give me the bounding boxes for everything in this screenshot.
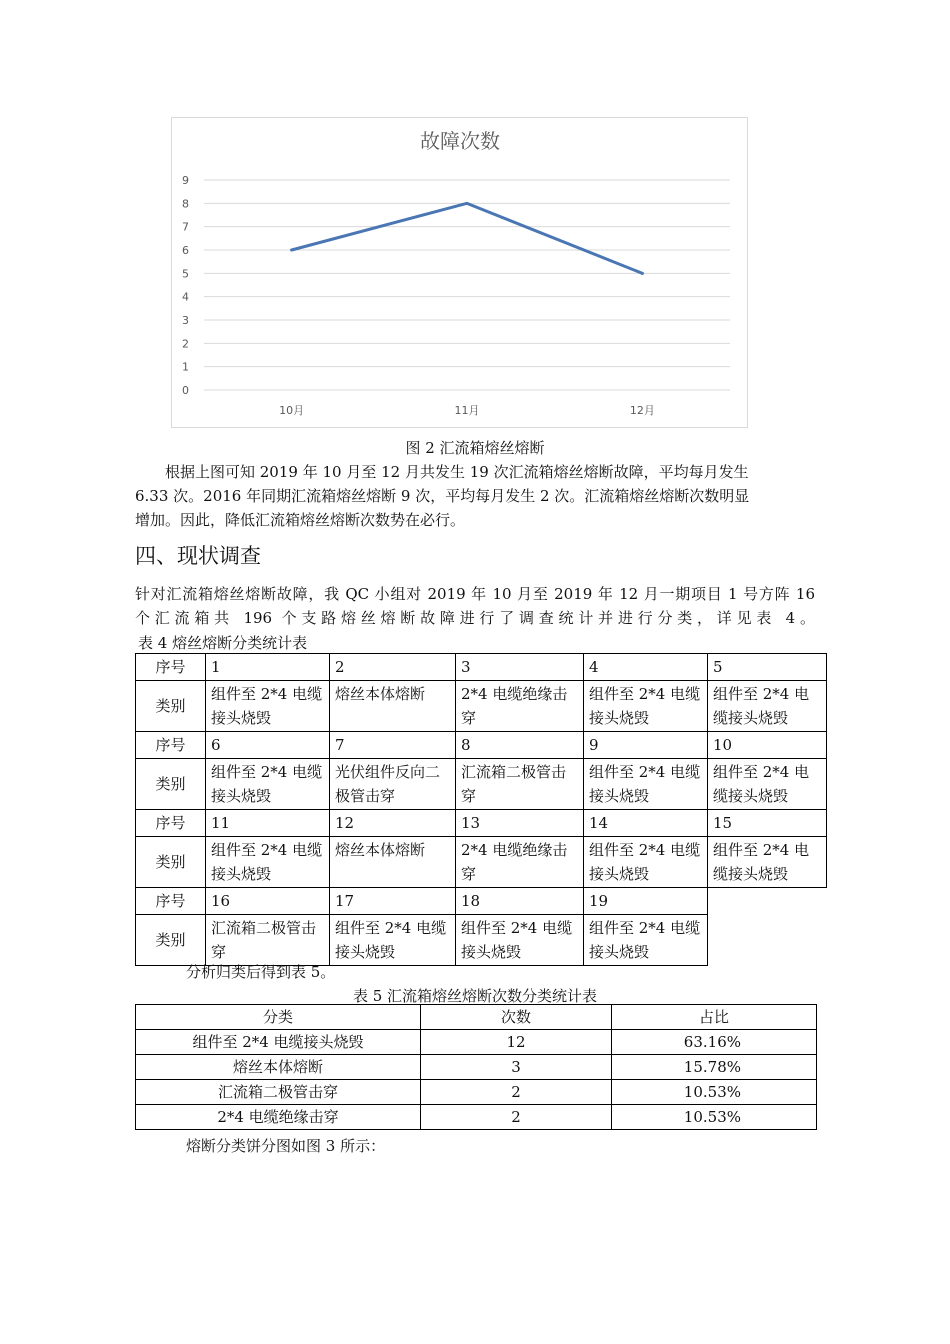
number-cell: 1 [206,654,330,681]
y-tick-label: 9 [182,174,189,187]
number-cell: 17 [330,888,456,915]
count-cell: 2 [421,1105,612,1130]
number-header: 序号 [136,810,206,837]
count-cell: 2 [421,1080,612,1105]
analysis-paragraph [135,460,815,532]
number-cell: 14 [584,810,708,837]
category-cell: 熔丝本体熔断 [330,837,456,888]
category-header: 类别 [136,759,206,810]
data-point [466,202,469,205]
category-cell: 组件至 2*4 电缆接头烧毁 [206,759,330,810]
category-cell: 汇流箱二极管击穿 [456,759,584,810]
table-row [136,1030,817,1055]
category-cell: 组件至 2*4 电缆接头烧毁 [708,681,827,732]
category-cell: 汇流箱二极管击穿 [136,1080,421,1105]
table4-number-row [136,888,827,915]
x-tick-label: 11月 [454,404,480,417]
category-cell: 2*4 电缆绝缘击穿 [456,681,584,732]
table4-caption: 表 4 熔丝熔断分类统计表 [138,634,308,652]
survey-paragraph [135,582,815,630]
empty-cell [708,888,827,915]
category-cell: 组件至 2*4 电缆接头烧毁 [584,759,708,810]
category-cell: 组件至 2*4 电缆接头烧毁 [708,759,827,810]
table-row [136,1105,817,1130]
line-chart-svg [172,118,749,429]
category-cell: 2*4 电缆绝缘击穿 [456,837,584,888]
series-line [292,203,643,273]
category-cell: 组件至 2*4 电缆接头烧毁 [206,681,330,732]
table4-category-row [136,837,827,888]
section-heading: 四、现状调查 [135,544,261,568]
number-cell: 16 [206,888,330,915]
category-header: 类别 [136,915,206,966]
number-cell: 9 [584,732,708,759]
category-cell: 组件至 2*4 电缆接头烧毁 [584,915,708,966]
number-cell: 10 [708,732,827,759]
count-cell: 12 [421,1030,612,1055]
percent-cell: 63.16% [612,1030,817,1055]
category-cell: 组件至 2*4 电缆接头烧毁 [584,837,708,888]
category-cell: 组件至 2*4 电缆接头烧毁 [456,915,584,966]
data-point [641,272,644,275]
number-cell: 11 [206,810,330,837]
number-cell: 7 [330,732,456,759]
table5 [135,1004,817,1130]
category-cell: 组件至 2*4 电缆接头烧毁 [708,837,827,888]
number-cell: 15 [708,810,827,837]
number-cell: 18 [456,888,584,915]
category-cell: 熔丝本体熔断 [136,1055,421,1080]
category-header: 类别 [136,681,206,732]
figure-caption: 图 2 汇流箱熔丝熔断 [405,439,545,457]
number-cell: 12 [330,810,456,837]
chart-title: 故障次数 [420,129,500,153]
table4-number-row [136,732,827,759]
table5-caption: 表 5 汇流箱熔丝熔断次数分类统计表 [352,987,598,1005]
number-cell: 13 [456,810,584,837]
category-cell: 汇流箱二极管击穿 [206,915,330,966]
data-point [290,249,293,252]
table4-number-row [136,654,827,681]
number-cell: 6 [206,732,330,759]
category-cell: 2*4 电缆绝缘击穿 [136,1105,421,1130]
y-tick-label: 2 [182,337,189,351]
paragraph-line: 根据上图可知 2019 年 10 月至 12 月共发生 19 次汇流箱熔丝熔断故障，平均每月发生 [165,463,749,481]
paragraph-line: 针对汇流箱熔丝熔断故障，我 QC 小组对 2019 年 10 月至 2019 年 12 月一期项目 1 号方阵 16 [135,585,815,603]
y-tick-label: 5 [182,267,189,281]
number-cell: 8 [456,732,584,759]
table-row [136,1080,817,1105]
percent-cell: 10.53% [612,1080,817,1105]
table4-category-row [136,681,827,732]
table4 [135,653,827,966]
percent-cell: 10.53% [612,1105,817,1130]
y-tick-label: 6 [182,244,189,257]
number-header: 序号 [136,732,206,759]
table4-number-row [136,810,827,837]
table4-category-row [136,759,827,810]
paragraph-line: 个汇流箱共 196 个支路熔丝熔断故障进行了调查统计并进行分类，详见表 4。 [135,609,815,627]
category-cell: 熔丝本体熔断 [330,681,456,732]
number-header: 序号 [136,888,206,915]
paragraph-line: 增加。因此，降低汇流箱熔丝熔断次数势在必行。 [135,511,466,529]
x-tick-label: 12月 [629,404,655,417]
y-tick-label: 1 [182,360,189,374]
number-cell: 2 [330,654,456,681]
column-header: 占比 [612,1005,817,1030]
x-tick-label: 10月 [279,404,305,417]
y-tick-label: 0 [182,384,189,397]
y-tick-label: 3 [182,314,189,327]
category-header: 类别 [136,837,206,888]
y-tick-label: 7 [182,220,189,234]
percent-cell: 15.78% [612,1055,817,1080]
category-cell: 光伏组件反向二极管击穿 [330,759,456,810]
paragraph-line: 6.33 次。2016 年同期汇流箱熔丝熔断 9 次，平均每月发生 2 次。汇流箱熔丝熔断次数明显 [135,487,750,505]
empty-cell [708,915,827,966]
category-cell: 组件至 2*4 电缆接头烧毁 [136,1030,421,1055]
table4-category-row [136,915,827,966]
pie-chart-intro: 熔断分类饼分图如图 3 所示： [186,1137,386,1155]
category-cell: 组件至 2*4 电缆接头烧毁 [206,837,330,888]
number-cell: 4 [584,654,708,681]
number-cell: 19 [584,888,708,915]
number-cell: 3 [456,654,584,681]
column-header: 分类 [136,1005,421,1030]
number-header: 序号 [136,654,206,681]
fault-count-chart [171,117,748,428]
column-header: 次数 [421,1005,612,1030]
y-tick-label: 4 [182,290,189,304]
count-cell: 3 [421,1055,612,1080]
table-row [136,1055,817,1080]
table5-intro: 分析归类后得到表 5。 [186,963,336,981]
table5-header-row [136,1005,817,1030]
category-cell: 组件至 2*4 电缆接头烧毁 [330,915,456,966]
number-cell: 5 [708,654,827,681]
category-cell: 组件至 2*4 电缆接头烧毁 [584,681,708,732]
y-tick-label: 8 [182,197,189,211]
